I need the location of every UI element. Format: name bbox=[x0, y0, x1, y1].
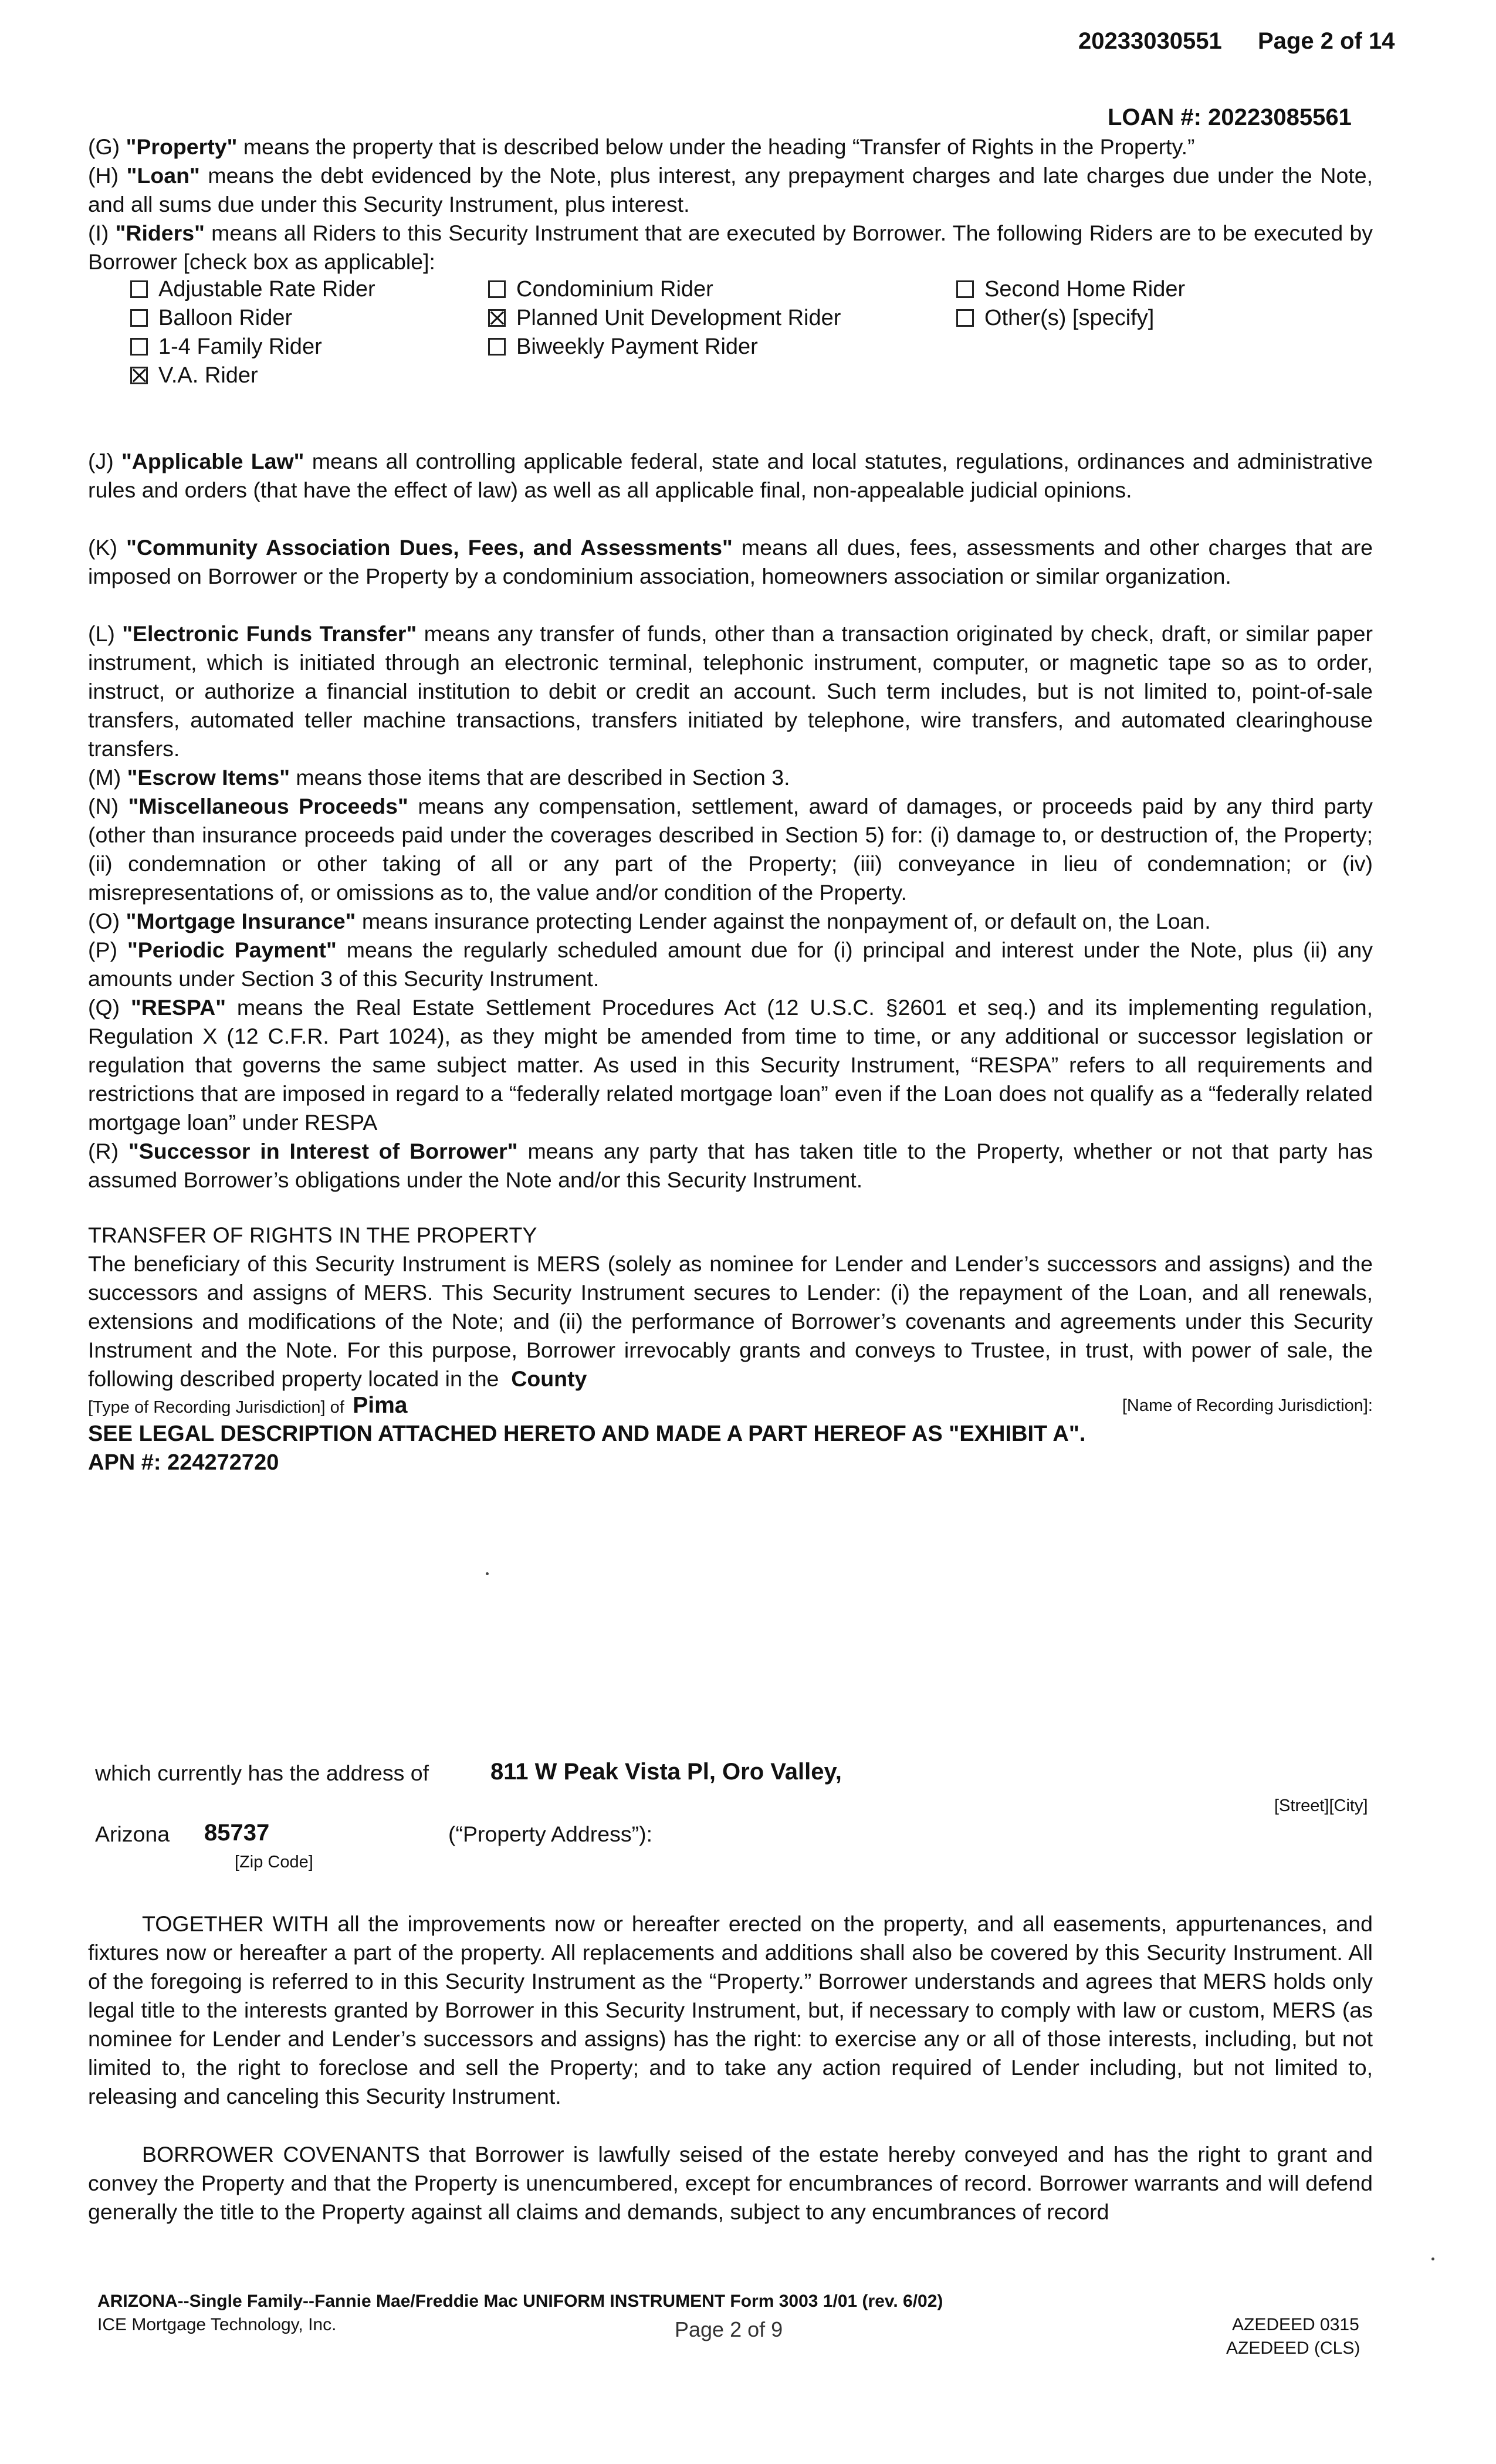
loan-number: LOAN #: 20223085561 bbox=[1108, 104, 1352, 130]
rider-adjustable-rate[interactable]: Adjustable Rate Rider bbox=[130, 276, 375, 303]
rider-balloon[interactable]: Balloon Rider bbox=[130, 304, 292, 331]
recording-jurisdiction-line bbox=[88, 1393, 1373, 1420]
together-with-paragraph: TOGETHER WITH all the improvements now or hereafter erected on the property, and all easements, appurtenances, and fixtures now or hereafter a part of the property. All replacements and additions shall also be covered by this Security Instrument. All of the foregoing is referred to in this Security Instrument as the “Property.” Borrower understands and agrees that MERS holds only legal title to the interests granted by Borrower in this Security Instrument, but, if necessary to comply with law or custom, MERS (as nominee for Lender and Lender’s successors and assigns) has the right: to exercise any or all of those interests, including, but not limited to, the right to foreclose and sell the Property; and to take any action required of Lender including, but not limited to, releasing and canceling this Security Instrument. bbox=[88, 1911, 1373, 2108]
definition-p: (P) "Periodic Payment" means the regularly scheduled amount due for (i) principal and interest under the Note, plus (ii) any amounts under Section 3 of this Security Instrument. bbox=[88, 937, 1373, 991]
rider-others[interactable]: Other(s) [specify] bbox=[956, 304, 1154, 331]
checkbox-unchecked-icon[interactable] bbox=[956, 309, 974, 327]
borrower-covenants-paragraph: BORROWER COVENANTS that Borrower is lawfully seised of the estate hereby conveyed and has the right to grant and convey the Property and that the Property is unencumbered, except for encumbrances of record. Borrower warrants and will defend generally the title to the Property against all claims and demands, subject to any encumbrances of record bbox=[88, 2142, 1373, 2224]
transfer-heading: TRANSFER OF RIGHTS IN THE PROPERTY bbox=[88, 1223, 537, 1247]
recording-name-label: [Name of Recording Jurisdiction]: bbox=[1122, 1396, 1373, 1415]
rider-1-4-family[interactable]: 1-4 Family Rider bbox=[130, 333, 322, 360]
rider-planned-unit-development[interactable]: Planned Unit Development Rider bbox=[488, 304, 841, 331]
recording-jurisdiction-value: Pima bbox=[353, 1393, 408, 1418]
checkbox-unchecked-icon[interactable] bbox=[488, 338, 506, 356]
street-city-label: [Street][City] bbox=[1274, 1796, 1368, 1815]
definition-j: (J) "Applicable Law" means all controlling applicable federal, state and local statutes, regulations, ordinances and administrative rules and orders (that have the effect of law) as well as all applicable final, non-appealable judicial opinions. bbox=[88, 449, 1373, 502]
legal-description: SEE LEGAL DESCRIPTION ATTACHED HERETO AND MADE A PART HEREOF AS "EXHIBIT A". bbox=[88, 1421, 1086, 1446]
property-address-label: (“Property Address”): bbox=[448, 1822, 653, 1846]
page-indicator: Page 2 of 14 bbox=[1258, 28, 1395, 54]
riders-checklist bbox=[130, 276, 1245, 393]
definition-i: (I) "Riders" means all Riders to this Security Instrument that are executed by Borrower. The following Riders are to be executed by Borrower [check box as applicable]: bbox=[88, 221, 1373, 274]
footer-company: ICE Mortgage Technology, Inc. bbox=[97, 2315, 337, 2334]
definition-q: (Q) "RESPA" means the Real Estate Settlement Procedures Act (12 U.S.C. §2601 et seq.) and its implementing regulation, Regulation X (12 C.F.R. Part 1024), as they might be amended from time to time, or any additional or successor legislation or regulation that governs the same subject matter. As used in this Security Instrument, “RESPA” refers to all requirements and restrictions that are imposed in regard to a “federally related mortgage loan” even if the Loan does not qualify as a “federally related mortgage loan” under RESPA bbox=[88, 995, 1373, 1135]
rider-biweekly-payment[interactable]: Biweekly Payment Rider bbox=[488, 333, 758, 360]
stray-mark bbox=[1431, 2257, 1434, 2260]
definition-m: (M) "Escrow Items" means those items that are described in Section 3. bbox=[88, 765, 790, 790]
apn-number: APN #: 224272720 bbox=[88, 1450, 279, 1475]
zip-value: 85737 bbox=[204, 1820, 270, 1846]
definition-h: (H) "Loan" means the debt evidenced by the Note, plus interest, any prepayment charges and late charges due under the Note, and all sums due under this Security Instrument, plus interest. bbox=[88, 163, 1373, 216]
definition-g: (G) "Property" means the property that is described below under the heading “Transfer of Rights in the Property.” bbox=[88, 134, 1195, 159]
definition-o: (O) "Mortgage Insurance" means insurance protecting Lender against the nonpayment of, or default on, the Loan. bbox=[88, 909, 1211, 933]
footer-form-code: AZEDEED 0315 bbox=[1232, 2315, 1359, 2334]
footer-form-title: ARIZONA--Single Family--Fannie Mae/Freddie Mac UNIFORM INSTRUMENT Form 3003 1/01 (rev. 6/02) bbox=[97, 2292, 943, 2311]
state-value: Arizona bbox=[95, 1822, 170, 1846]
zip-code-label: [Zip Code] bbox=[235, 1853, 313, 1871]
checkbox-unchecked-icon[interactable] bbox=[130, 338, 148, 356]
definition-n: (N) "Miscellaneous Proceeds" means any compensation, settlement, award of damages, or proceeds paid by any third party (other than insurance proceeds paid under the coverages described in Section 5) for: (i) damage to, or destruction of, the Property; (ii) condemnation or other taking of all or any part of the Property; (iii) conveyance in lieu of condemnation; or (iv) misrepresentations of, or omissions as to, the value and/or condition of the Property. bbox=[88, 794, 1373, 905]
checkbox-unchecked-icon[interactable] bbox=[956, 280, 974, 298]
stray-mark bbox=[486, 1572, 489, 1575]
recording-number: 20233030551 bbox=[1078, 28, 1222, 54]
checkbox-unchecked-icon[interactable] bbox=[488, 280, 506, 298]
checkbox-unchecked-icon[interactable] bbox=[130, 280, 148, 298]
definition-r: (R) "Successor in Interest of Borrower" means any party that has taken title to the Property, whether or not that party has assumed Borrower’s obligations under the Note and/or this Security Instrument. bbox=[88, 1139, 1373, 1192]
checkbox-checked-icon[interactable] bbox=[130, 367, 148, 384]
transfer-paragraph: The beneficiary of this Security Instrument is MERS (solely as nominee for Lender and Lender’s successors and assigns) and the successors and assigns of MERS. This Security Instrument secures to Lender: (i) the repayment of the Loan, and all renewals, extensions and modifications of the Note; and (ii) the performance of Borrower’s covenants and agreements under this Security Instrument and the Note. For this purpose, Borrower irrevocably grants and conveys to Trustee, in trust, with power of sale, the following described property located in the County bbox=[88, 1251, 1373, 1391]
rider-va[interactable]: V.A. Rider bbox=[130, 362, 258, 389]
definition-k: (K) "Community Association Dues, Fees, and Assessments" means all dues, fees, assessments and other charges that are imposed on Borrower or the Property by a condominium association, homeowners association or similar organization. bbox=[88, 535, 1373, 588]
checkbox-checked-icon[interactable] bbox=[488, 309, 506, 327]
street-city-value: 811 W Peak Vista Pl, Oro Valley, bbox=[490, 1759, 842, 1785]
checkbox-unchecked-icon[interactable] bbox=[130, 309, 148, 327]
recording-type-label: [Type of Recording Jurisdiction] of bbox=[88, 1398, 344, 1417]
rider-condominium[interactable]: Condominium Rider bbox=[488, 276, 713, 303]
address-intro: which currently has the address of bbox=[95, 1761, 429, 1785]
footer-page-number: Page 2 of 9 bbox=[675, 2317, 783, 2341]
rider-second-home[interactable]: Second Home Rider bbox=[956, 276, 1185, 303]
footer-form-code-cls: AZEDEED (CLS) bbox=[1226, 2338, 1360, 2358]
definition-l: (L) "Electronic Funds Transfer" means any transfer of funds, other than a transaction originated by check, draft, or similar paper instrument, which is initiated through an electronic terminal, telephonic instrument, computer, or magnetic tape so as to order, instruct, or authorize a financial institution to debit or credit an account. Such term includes, but is not limited to, point-of-sale transfers, automated teller machine transactions, transfers initiated by telephone, wire transfers, and automated clearinghouse transfers. bbox=[88, 621, 1373, 761]
